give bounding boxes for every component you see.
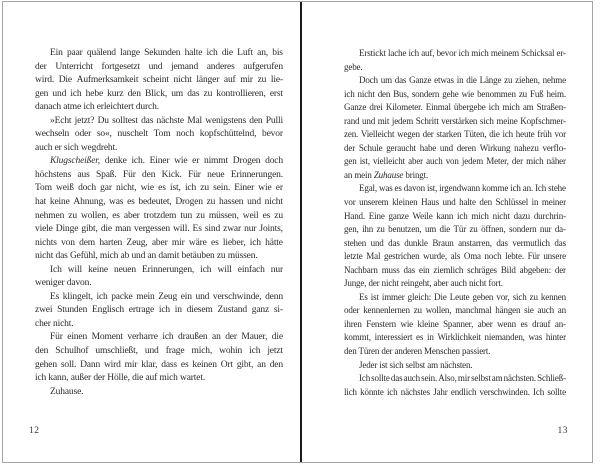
page-right — [302, 2, 594, 462]
page-number-right: 13 — [557, 426, 568, 436]
text-line: Junge, der nicht reingeht, aber auch nicht fort. — [344, 278, 503, 289]
text-line: zwei Stunden Englisch ertrage ich in diesem Zustand ganz si- — [35, 305, 283, 316]
paragraph — [35, 48, 283, 116]
text-line: weniger davon. — [35, 278, 92, 289]
text-line: ihren Fenstern wie kleine Spanner, aber wenn es drauf an- — [344, 318, 566, 329]
paragraph — [344, 183, 566, 291]
text-line: Doch um das Ganze etwas in die Länge zu ziehen, nehme — [359, 75, 566, 86]
text-line: den Türen der anderen Menschen passiert. — [344, 346, 491, 357]
text-line: Jeder ist sich selbst am nächsten. — [359, 359, 473, 370]
text-line: nicht das Gefühl, mich ab und an damit betäuben zu müssen. — [35, 251, 258, 262]
text-line: Egal, was es davon ist, irgendwann komme ich an. Ich stehe — [359, 183, 566, 194]
text-line: Es klingelt, ich packe mein Zeug ein und verschwinde, denn — [50, 291, 283, 302]
text-line: rand und mit jedem Schritt verstärken sich meine Kopfschmer- — [344, 115, 566, 126]
book-spread — [2, 1, 593, 463]
text-line: Ich will keine neuen Erinnerungen, ich will einfach nur — [50, 264, 283, 275]
text-line: Ein paar quälend lange Sekunden halte ich die Luft an, bis — [50, 48, 283, 58]
text-line: Hand. Eine ganze Weile kann ich mich nicht dazu durchrin- — [344, 210, 566, 221]
page-left — [3, 2, 300, 462]
paragraph — [344, 48, 566, 75]
paragraph — [344, 292, 566, 360]
text-line: gen ist, vielleicht aber auch von jedem Meter, der mich näher — [344, 156, 566, 167]
text-line: Ich sollte das auch sein. Also, mir selbst am nächsten. Schließ- — [359, 373, 566, 384]
text-line: stehen und das dunkle Braun anstarren, das vermutlich das — [344, 237, 566, 248]
paragraph — [35, 116, 283, 157]
text-line: gen und ich hebe kurz den Blick, um das zu kontrollieren, erst — [35, 88, 283, 99]
text-line: Ganze drei Kilometer. Einmal übergebe ich mich am Straßen- — [344, 102, 566, 113]
paragraph — [35, 292, 283, 333]
paragraph — [344, 75, 566, 183]
text-line: cher nicht. — [35, 318, 74, 329]
text-line: hat keine Ahnung, was es bedeutet, Drogen zu hassen und nicht — [35, 197, 283, 208]
text-line: ich nicht den Bus, sondern gehe wie benommen zu Fuß heim. — [344, 88, 566, 99]
text-line: letzte Mal gestrichen wurde, als Oma noch lebte. Für unsere — [344, 251, 566, 262]
page-left-text — [35, 48, 283, 400]
text-line: höchstens aus Spaß. Für den Kick. Für neue Erinnerungen. — [35, 169, 283, 180]
text-line: an mein Zuhause bringt. — [344, 169, 429, 180]
text-line: vor unserem kleinen Haus und halte den Schlüssel in meiner — [344, 197, 566, 208]
paragraph — [344, 373, 566, 400]
paragraph — [35, 156, 283, 264]
paragraph — [35, 332, 283, 386]
text-line: Für einen Moment verharre ich draußen an der Mauer, die — [50, 332, 283, 343]
text-line: danach atme ich erleichtert durch. — [35, 102, 159, 113]
text-line: Es ist immer gleich: Die Leute geben vor, sich zu kennen — [359, 291, 566, 302]
text-line: der Unterricht fortgesetzt und jemand anderes aufgerufen — [35, 61, 283, 72]
text-line: ich kann, außer der Hölle, die auf mich wartet. — [35, 373, 206, 384]
text-line: lich könnte ich nächstes Jahr endlich verschwinden. Ich sollte — [344, 386, 566, 397]
page-number-left: 12 — [29, 426, 40, 436]
text-line: nichts von dem harten Zeug, aber mir wäre es lieber, ich hätte — [35, 237, 283, 248]
text-line: den Schulhof umschließt, und frage mich, wohin ich jetzt — [35, 346, 283, 357]
text-line: auch er sich wegdreht. — [35, 142, 118, 153]
text-line: kommt, interessiert es in Wirklichkeit niemanden, was hinter — [344, 332, 566, 343]
paragraph — [35, 265, 283, 292]
page-right-text — [344, 48, 566, 400]
text-line: viele Dinge gibt, die man vergessen will. Es sind zwar nur Joints, — [35, 224, 283, 235]
paragraph — [35, 387, 283, 401]
text-line: oder kennenlernen zu wollen, manchmal hängen sie auch an — [344, 305, 566, 316]
text-line: gehen soll. Dann wird mir klar, dass es keinen Ort gibt, an den — [35, 359, 283, 370]
text-line: wird. Die Aufmerksamkeit scheint nicht länger auf mir zu lie- — [35, 75, 283, 86]
text-line: Erstickt lache ich auf, bevor ich mich meinem Schicksal er- — [359, 48, 566, 58]
text-line: »Echt jetzt? Du solltest das nächste Mal wenigstens den Pulli — [50, 115, 283, 126]
text-line: Nachbarn muss das ein ziemlich schräges Bild abgeben: der — [344, 264, 566, 275]
text-line: nehmen zu wollen, es aber trotzdem tun zu müssen, weil es zu — [35, 210, 283, 221]
text-line: Zuhause. — [50, 386, 84, 397]
text-line: gen, ihn zu benutzen, um die Tür zu öffnen, sondern nur da- — [344, 224, 566, 235]
text-line: gebe. — [344, 61, 363, 72]
text-line: der Schule geraucht habe und deren Wirkung nahezu verflo- — [344, 142, 566, 153]
text-line: zen. Vielleicht wegen der starken Tüten, die ich heute früh vor — [344, 129, 566, 140]
text-line: Klugscheißer, denke ich. Einer wie er nimmt Drogen doch — [50, 156, 283, 167]
text-line: Tom weiß doch gar nicht, wie es ist, ich zu sein. Einer wie er — [35, 183, 283, 194]
paragraph — [344, 360, 566, 374]
text-line: wechseln oder so«, nuschelt Tom noch kopfschüttelnd, bevor — [35, 129, 283, 140]
